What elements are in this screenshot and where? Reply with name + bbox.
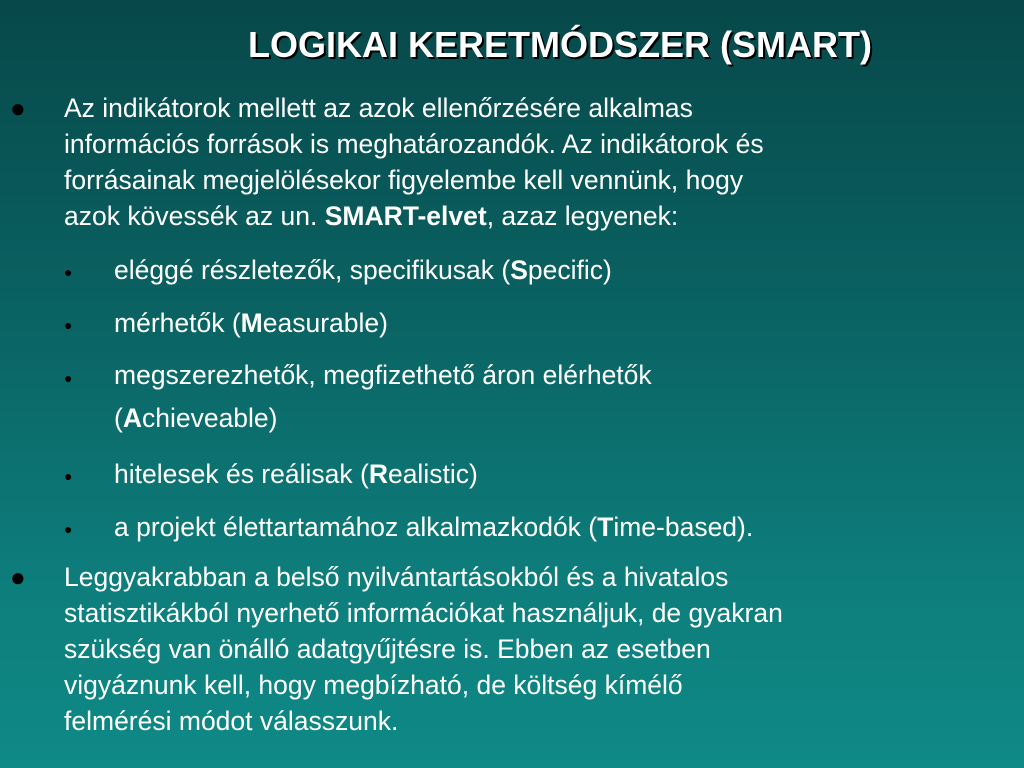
paragraph-1-line: Az indikátorok mellett az azok ellenőrzésére alkalmas [64,93,693,123]
paragraph-1-line: információs források is meghatározandók. Az indikátorok és [64,129,764,159]
smart-letter: A [122,403,142,433]
sub-bullet-icon: ● [64,468,73,484]
paragraph-1-line: forrásainak megjelölésekor figyelembe kell vennünk, hogy [64,165,744,195]
paragraph-2-text [64,559,1004,739]
sub-item-label: hitelesek és reálisak ( [114,459,369,489]
sub-item-text [114,509,974,545]
sub-item-label: eléggé részletezők, specifikusak ( [114,255,511,285]
paragraph-2-line: statisztikákból nyerhető információkat használjuk, de gyakran [64,598,783,628]
smart-letter: R [368,459,388,489]
sub-item-text [114,305,974,341]
bullet-icon: ● [10,93,26,123]
paragraph-2-line: vigyáznunk kell, hogy megbízható, de költség kímélő [64,670,683,700]
sub-bullet-icon: ● [64,521,73,537]
paragraph-2-line: felmérési módot válasszunk. [64,706,399,736]
sub-item-label: ealistic) [387,459,478,489]
sub-bullet-icon: ● [64,317,73,333]
paragraph-1-text [64,90,1004,234]
smart-principle-term: SMART-elvet [324,201,487,231]
sub-item-label: pecific) [527,255,612,285]
paragraph-1-line-text: , azaz legyenek: [486,201,679,231]
paragraph-2-line: Leggyakrabban a belső nyilvántartásokból és a hivatalos [64,562,729,592]
paragraph-1-line [64,198,1004,234]
sub-item-label: ( [114,403,123,433]
sub-item-text [114,456,974,492]
smart-letter: M [240,308,263,338]
sub-item-line [114,397,974,440]
sub-item-text [114,354,974,440]
paragraph-2-line: szükség van önálló adatgyűjtésre is. Ebben az esetben [64,634,711,664]
sub-bullet-icon: ● [64,264,73,280]
slide-title: LOGIKAI KERETMÓDSZER (SMART) [248,24,872,65]
paragraph-1-line-text: azok kövessék az un. [64,201,325,231]
bullet-icon: ● [10,562,26,592]
sub-item-label: a projekt élettartamához alkalmazkodók ( [114,512,598,542]
smart-letter: T [597,512,614,542]
sub-bullet-icon: ● [64,370,73,386]
sub-item-label: megszerezhetők, megfizethető áron elérhetők [114,360,652,390]
sub-item-label: easurable) [262,308,388,338]
sub-item-label: chieveable) [141,403,278,433]
sub-item-text [114,252,974,288]
sub-item-label: ime-based). [613,512,754,542]
sub-item-label: mérhetők ( [114,308,241,338]
smart-letter: S [510,255,528,285]
